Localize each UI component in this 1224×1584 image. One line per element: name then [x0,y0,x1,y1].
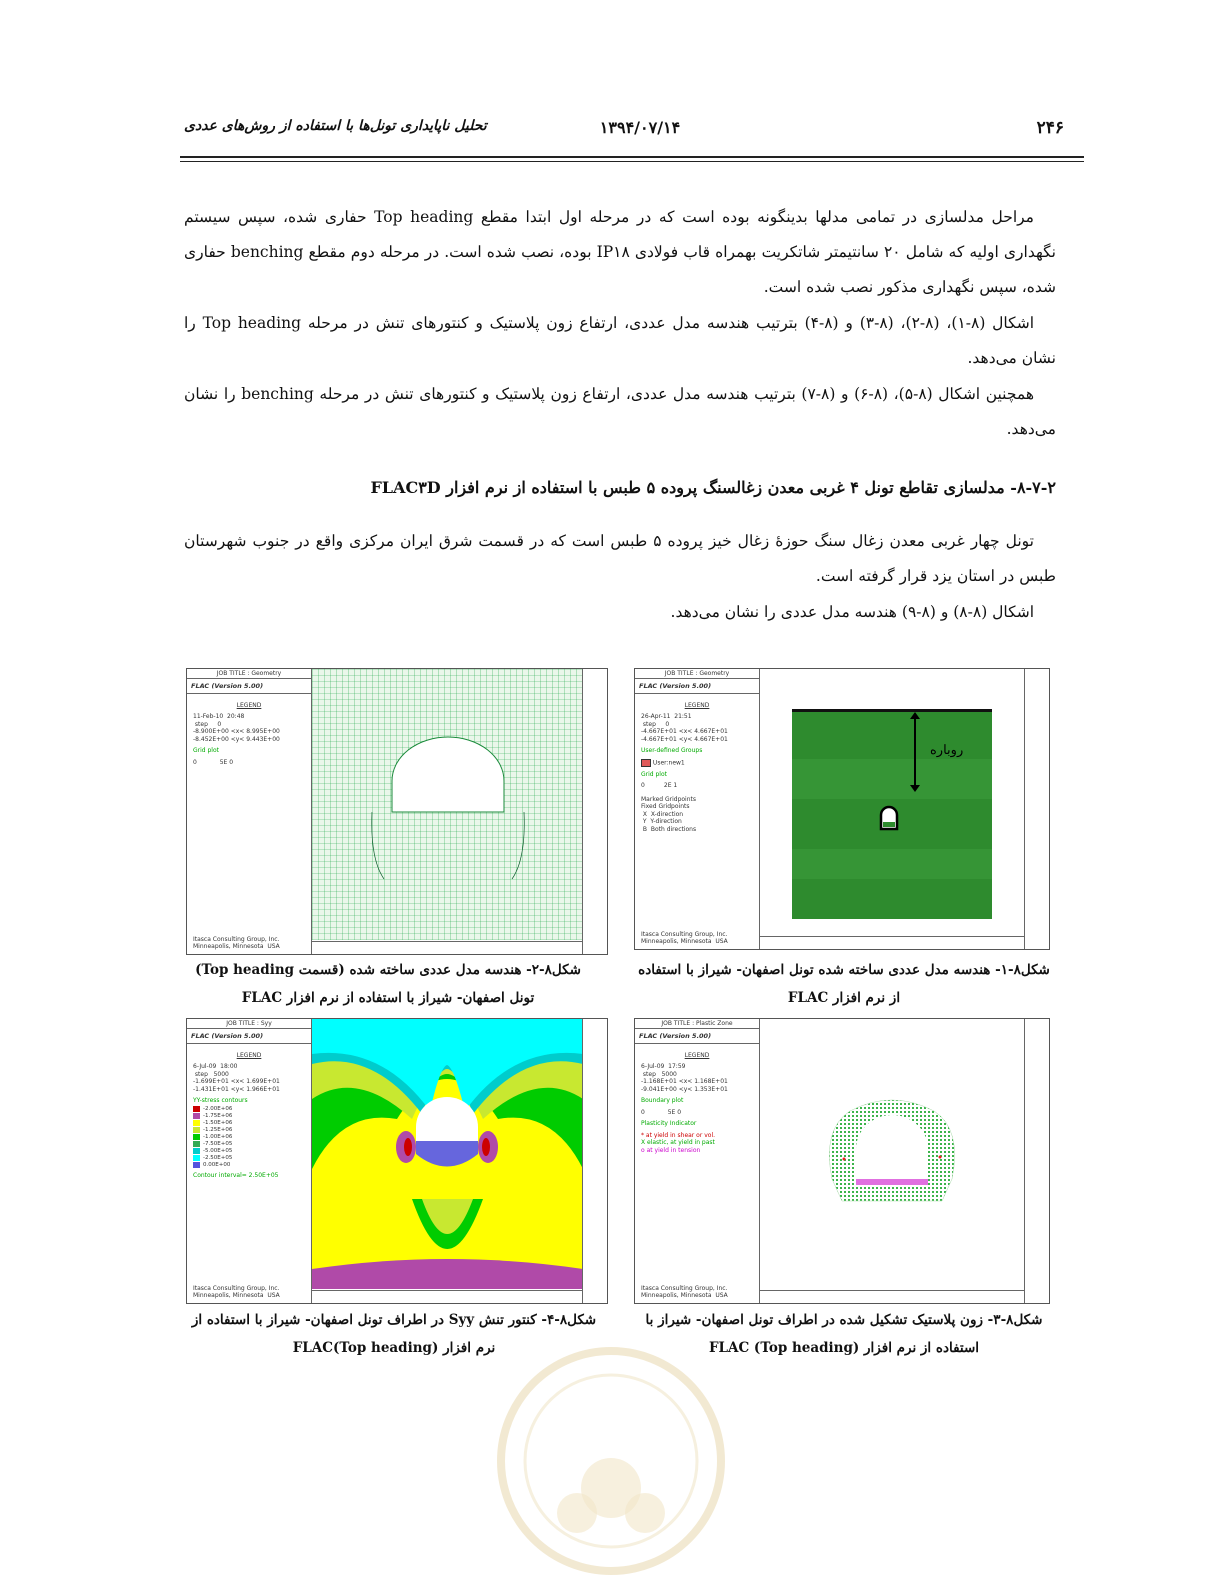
scale-bar: 0 5E 0 [641,1108,682,1116]
shear-point [939,1156,942,1159]
contour-level-label: -1.25E+06 [203,1126,233,1133]
tunnel-bench [883,822,895,827]
contour-level-label: 0.00E+00 [203,1161,231,1168]
contour-level-label: -5.00E+05 [203,1147,233,1154]
contour-level-swatch [193,1134,200,1140]
flac-version: FLAC (Version 5.00) [187,679,311,694]
paragraph-5 [184,595,1056,630]
plastic-zone-svg [760,1019,1025,1289]
x-axis [759,1290,1025,1303]
indicator-shear: * at yield in shear or vol. [641,1131,716,1139]
legend-label: LEGEND [236,702,262,709]
legend-label: LEGEND [684,702,710,709]
paragraph-1-text: مراحل مدلسازی در تمامی مدلها بدینگونه بوده است که در مرحله اول ابتدا مقطع Top heading حفاری شده، سپس سیستم نگهداری اولیه که شامل ۲۰ سانتیمتر شاتکریت بهمراه قاب فولادی IP۱۸ بوده، نصب شده است. در مرحله دوم مقطع benching حفاری شده، سپس نگهداری مذکور نصب شده است. [184,208,1056,296]
grid-plot-label: Grid plot [193,747,219,754]
contour-level-label: -1.00E+06 [203,1133,233,1140]
contour-level-swatch [193,1162,200,1168]
x-axis [311,1290,583,1303]
job-title: JOB TITLE : Syy [187,1019,311,1029]
paragraph-4-text: تونل چهار غربی معدن زغال سنگ حوزهٔ زغال خیز پروده ۵ طبس است که در قسمت شرق ایران مرکزی واقع در جنوب شهرستان طبس در استان یزد قرار گرفته است. [184,532,1056,585]
legend-panel [187,1019,312,1303]
contour-level-swatch [193,1113,200,1119]
legend-panel [635,1019,760,1303]
plasticity-indicator-label: Plasticity Indicator [641,1120,697,1127]
itasca-footer: Itasca Consulting Group, Inc. Minneapolis, Minnesota USA [193,936,280,950]
contour-level-swatch [193,1155,200,1161]
contour-top-band [312,1019,583,1041]
flac-version: FLAC (Version 5.00) [635,679,759,694]
contour-level-swatch [193,1141,200,1147]
itasca-footer: Itasca Consulting Group, Inc. Minneapolis, Minnesota USA [641,1285,728,1299]
contour-level-label: -2.00E+06 [203,1105,233,1112]
contour-level-row [193,1106,305,1113]
contour-level-row [193,1155,305,1162]
paragraph-3-text: همچنین اشکال (۸-۵)، (۸-۶) و (۸-۷) بترتیب هندسه مدل عددی، ارتفاع زون پلاستیک و کنتورهای تنش در مرحله benching را نشان می‌دهد. [184,385,1056,438]
contour-level-row [193,1127,305,1134]
itasca-footer: Itasca Consulting Group, Inc. Minneapolis, Minnesota USA [641,931,728,945]
scale-bar: 0 5E 0 [193,758,234,766]
paragraph-5-text: اشکال (۸-۸) و (۸-۹) هندسه مدل عددی را نشان می‌دهد. [670,603,1034,621]
running-header-page-number: ۲۴۶ [1036,118,1064,138]
y-axis [582,1019,607,1303]
header-rule-thin [180,161,1084,162]
contour-level-row [193,1120,305,1127]
contour-level-label: -7.50E+05 [203,1140,233,1147]
model-info: 11-Feb-10 20:48 step 0 -8.900E+00 <x< 8.995E+00 -8.452E+00 <y< 9.443E+00 [193,713,280,743]
indicator-tension: o at yield in tension [641,1146,701,1154]
model-info: 6-Jul-09 18:00 step 5000 -1.699E+01 <x< 1.699E+01 -1.431E+01 <y< 1.966E+01 [193,1063,280,1093]
running-header-date: ۱۳۹۴/۰۷/۱۴ [599,118,681,137]
overburden-label: روباره [930,743,964,758]
tension-zone [856,1179,928,1185]
itasca-footer: Itasca Consulting Group, Inc. Minneapolis, Minnesota USA [193,1285,280,1299]
figure-8-4-caption: شکل۸-۴- کنتور تنش Syy در اطراف تونل اصفهان- شیراز با استفاده از نرم افزار FLAC(Top heading) [191,1312,597,1356]
contour-red-left [404,1138,412,1156]
watermark-seal [487,1338,735,1584]
y-axis [582,669,607,954]
flac-version: FLAC (Version 5.00) [187,1029,311,1044]
figure-8-1-caption: شکل۸-۱- هندسه مدل عددی ساخته شده تونل اصفهان- شیراز با استفاده از نرم افزار FLAC [638,962,1050,1006]
legend-panel [635,669,760,949]
syy-contour-svg [312,1019,583,1289]
paragraph-4 [184,524,1056,594]
y-axis [1024,1019,1049,1303]
stress-contour-plot [312,1019,582,1290]
contour-level-label: -2.50E+05 [203,1154,233,1161]
model-top-edge [792,709,992,712]
groups-label: User-defined Groups [641,747,703,754]
running-header-title: تحلیل ناپایداری تونل‌ها با استفاده از روش‌های عددی [184,118,487,134]
x-axis [759,936,1025,949]
figure-8-1 [634,668,1050,950]
shear-point [843,1158,846,1161]
mesh-svg [312,669,583,940]
job-title: JOB TITLE : Plastic Zone [635,1019,759,1029]
contour-red-right [482,1138,490,1156]
boundary-plot-label: Boundary plot [641,1097,684,1104]
paragraph-2 [184,306,1056,376]
section-heading: ۸-۷-۲- مدلسازی تقاطع تونل ۴ غربی معدن زغالسنگ پروده ۵ طبس با استفاده از نرم افزار FLAC۳D [370,478,1056,497]
contour-level-row [193,1148,305,1155]
contour-level-row [193,1113,305,1120]
contour-level-swatch [193,1148,200,1154]
contour-level-swatch [193,1127,200,1133]
model-info: 6-Jul-09 17:59 step 5000 -1.168E+01 <x< 1.168E+01 -9.041E+00 <y< 1.353E+01 [641,1063,728,1093]
geometry-plot [760,669,1024,936]
marked-gridpoints: Marked Gridpoints Fixed Gridpoints X X-direction Y Y-direction B Both directions [641,795,697,833]
grid-plot-label: Grid plot [641,770,667,778]
paragraph-2-text: اشکال (۸-۱)، (۸-۲)، (۸-۳) و (۸-۴) بترتیب هندسه مدل عددی، ارتفاع زون پلاستیک و کنتورهای تنش در مرحله Top heading را نشان می‌دهد. [184,314,1056,367]
y-axis [1024,669,1049,949]
contour-level-row [193,1134,305,1141]
layer-band [792,849,992,879]
layer-band [792,759,992,799]
contour-legend [187,1105,311,1170]
group-item [635,759,759,771]
legend-label: LEGEND [236,1052,262,1059]
model-info: 26-Apr-11 21:51 step 0 -4.667E+01 <x< 4.667E+01 -4.667E+01 <y< 4.667E+01 [641,713,728,743]
legend-label: LEGEND [684,1052,710,1059]
contours-title: YY-stress contours [193,1097,248,1104]
group-item-label: User:new1 [652,759,685,766]
contour-level-row [193,1162,305,1169]
plastic-zone-plot [760,1019,1024,1290]
flac-version: FLAC (Version 5.00) [635,1029,759,1044]
paragraph-1 [184,200,1056,305]
contour-level-label: -1.50E+06 [203,1119,233,1126]
figure-8-3-caption: شکل۸-۳- زون پلاستیک تشکیل شده در اطراف تونل اصفهان- شیراز با استفاده از نرم افزار FLAC (Top heading) [645,1312,1043,1356]
job-title: JOB TITLE : Geometry [635,669,759,679]
mesh-plot [312,669,582,941]
x-axis [311,941,583,954]
contour-level-swatch [193,1106,200,1112]
contour-level-swatch [193,1120,200,1126]
contour-level-label: -1.75E+06 [203,1112,233,1119]
figure-8-3 [634,1018,1050,1304]
indicator-elastic: X elastic, at yield in past [641,1139,715,1146]
figure-8-2-caption: شکل۸-۲- هندسه مدل عددی ساخته شده (قسمت Top heading) تونل اصفهان- شیراز با استفاده از نرم افزار FLAC [195,962,581,1006]
figure-8-2 [186,668,608,955]
scale-bar: 0 2E 1 [641,782,678,789]
model-mesh-svg [760,669,1025,935]
figure-8-4 [186,1018,608,1304]
paragraph-3 [184,377,1056,447]
header-rule [180,156,1084,158]
group-swatch [641,759,651,767]
job-title: JOB TITLE : Geometry [187,669,311,679]
contour-interval: Contour interval= 2.50E+05 [193,1171,279,1179]
contour-level-row [193,1141,305,1148]
legend-panel [187,669,312,954]
